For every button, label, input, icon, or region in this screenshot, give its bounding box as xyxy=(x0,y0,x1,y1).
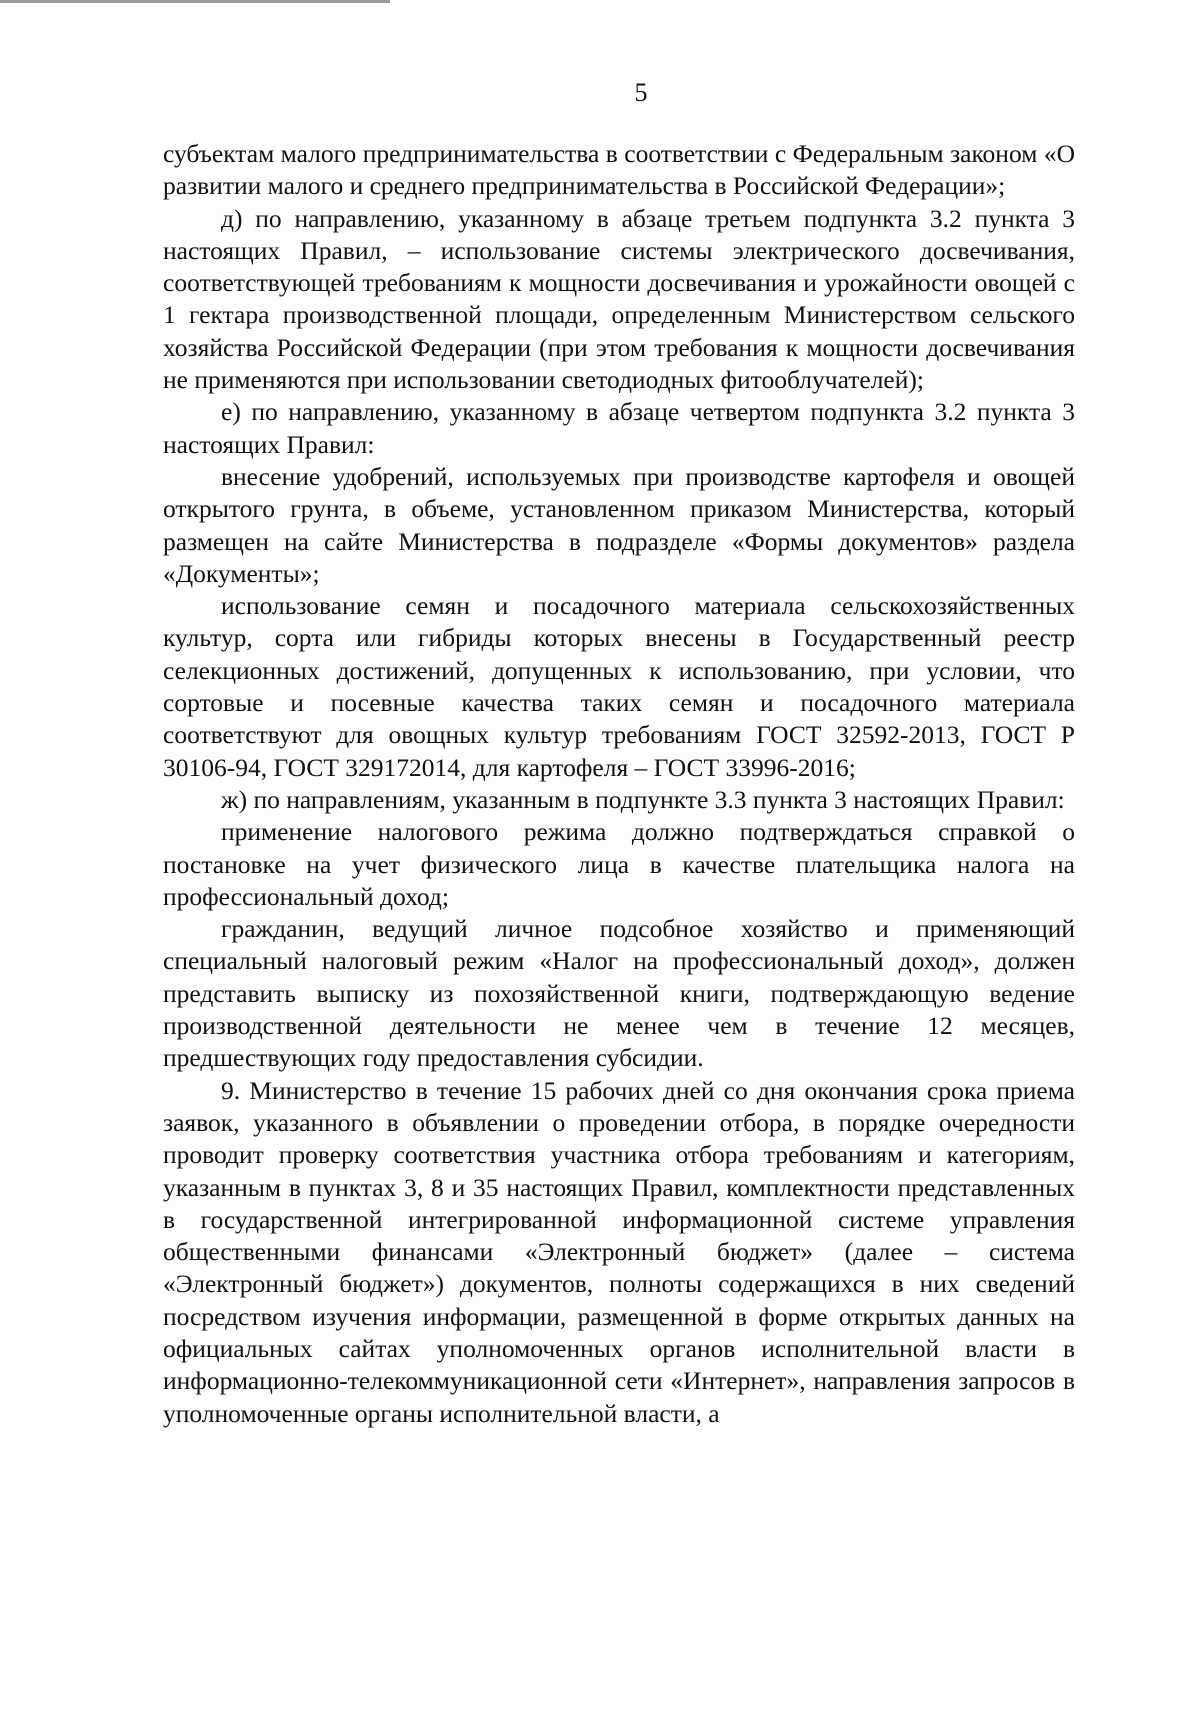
paragraph-section-9: 9. Министерство в течение 15 рабочих дней со дня окончания срока приема заявок, указанного в объявлении о проведении отбора, в порядке очередности проводит проверку соответствия участника отбора требованиям и категориям, указанным в пунктах 3, 8 и 35 настоящих Правил, комплектности представленных в государственной интегрированной информационной системе управления общественными финансами «Электронный бюджет» (далее – система «Электронный бюджет») документов, полноты содержащихся в них сведений посредством изучения информации, размещенной в форме открытых данных на официальных сайтах уполномоченных органов исполнительной власти в информационно-телекоммуникационной сети «Интернет», направления запросов в уполномоченные органы исполнительной власти, а xyxy=(163,1075,1075,1428)
paragraph-continuation: субъектам малого предпринимательства в соответствии с Федеральным законом «О развитии малого и среднего предпринимательства в Российской Федерации»; xyxy=(163,139,1075,201)
paragraph-tax-regime: применение налогового режима должно подтверждаться справкой о постановке на учет физического лица в качестве плательщика налога на профессиональный доход; xyxy=(163,817,1075,911)
document-body xyxy=(163,138,1075,1430)
paragraph-item-zh: ж) по направлениям, указанным в подпункте 3.3 пункта 3 настоящих Правил: xyxy=(221,784,1065,814)
paragraph-item-e: е) по направлению, указанному в абзаце четвертом подпункта 3.2 пункта 3 настоящих Правил: xyxy=(163,397,1075,459)
paragraph-citizen: гражданин, ведущий личное подсобное хозяйство и применяющий специальный налоговый режим «Налог на профессиональный доход», должен представить выписку из похозяйственной книги, подтверждающую ведение производственной деятельности не менее чем в течение 12 месяцев, предшествующих году предоставления субсидии. xyxy=(163,914,1075,1073)
page-number: 5 xyxy=(634,78,648,107)
paragraph-fertilizer: внесение удобрений, используемых при производстве картофеля и овощей открытого грунта, в объеме, установленном приказом Министерства, который размещен на сайте Министерства в подразделе «Формы документов» раздела «Документы»; xyxy=(163,461,1075,588)
paragraph-item-d: д) по направлению, указанному в абзаце третьем подпункта 3.2 пункта 3 настоящих Правил, – использование системы электрического досвечивания, соответствующей требованиям к мощности досвечивания и урожайности овощей с 1 гектара производственной площади, определенным Министерством сельского хозяйства Российской Федерации (при этом требования к мощности досвечивания не применяются при использовании светодиодных фитооблучателей); xyxy=(163,203,1075,395)
scan-edge-line xyxy=(0,0,390,3)
paragraph-seeds: использование семян и посадочного материала сельскохозяйственных культур, сорта или гибриды которых внесены в Государственный реестр селекционных достижений, допущенных к использованию, при условии, что сортовые и посевные качества таких семян и посадочного материала соответствуют для овощных культур требованиям ГОСТ 32592-2013, ГОСТ Р 30106-94, ГОСТ 329172014, для картофеля – ГОСТ 33996-2016; xyxy=(163,591,1075,782)
